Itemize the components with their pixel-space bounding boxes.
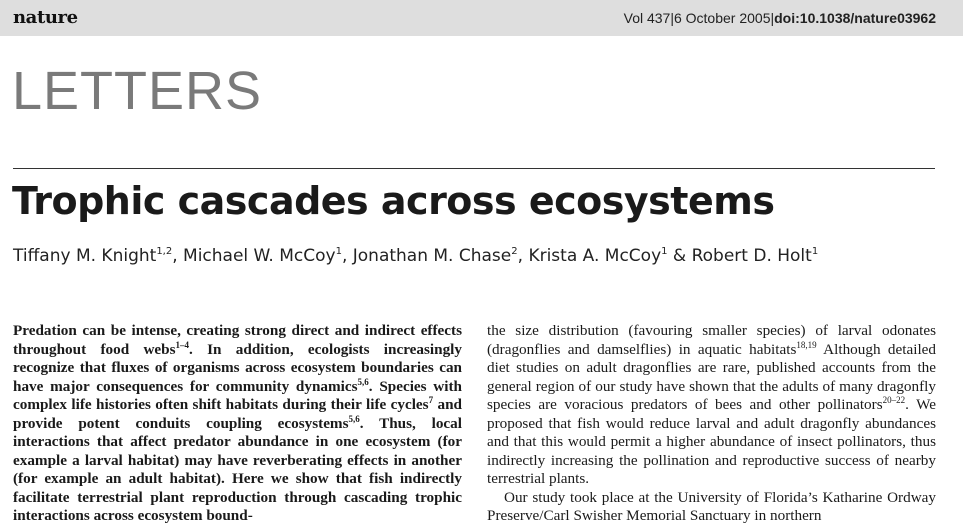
citation-ref[interactable]: 5,6: [348, 413, 360, 424]
author-name[interactable]: Jonathan M. Chase: [352, 246, 512, 266]
affiliation-marker: 1: [335, 246, 342, 257]
citation-ref[interactable]: 7: [428, 395, 434, 405]
text-run: Although detailed diet studies on adult dragonflies are rare, published accounts from the general region of our study have shown that the adults of many dragonfly species are voracious predators of bees and other pollinators: [487, 340, 937, 413]
abstract-column: [13, 322, 462, 526]
author-separator: &: [667, 246, 692, 266]
text-run: . We proposed that fish would reduce larval and adult dragonfly abundances and that this would permit a higher abundance of insect pollinators, thus indirectly increasing the pollination and reproductive success of nearby terrestrial plants.: [487, 396, 936, 487]
abstract-paragraph: [13, 322, 462, 526]
author-name[interactable]: Krista A. McCoy: [528, 246, 662, 266]
text-run: . Species with complex life histories often shift habitats during their life cycles: [13, 377, 462, 413]
citation-ref[interactable]: 1–4: [175, 339, 190, 350]
affiliation-marker: 1,2: [156, 246, 173, 257]
text-run: and provide potent conduits coupling ecosystems: [13, 396, 462, 432]
citation-ref[interactable]: 20–22: [882, 395, 906, 405]
journal-logo: nature: [13, 7, 78, 28]
title-divider: [13, 168, 935, 169]
doi-link[interactable]: doi:10.1038/nature03962: [774, 10, 936, 26]
author-name[interactable]: Robert D. Holt: [691, 246, 812, 266]
author-name[interactable]: Michael W. McCoy: [183, 246, 336, 266]
body-paragraph: [487, 322, 936, 489]
journal-header-bar: [0, 0, 963, 36]
issue-volume-date: Vol 437|6 October 2005|: [623, 10, 775, 26]
author-separator: ,: [517, 246, 529, 266]
affiliation-marker: 1: [661, 246, 668, 257]
author-list: [13, 246, 818, 266]
article-title: Trophic cascades across ecosystems: [12, 179, 775, 223]
text-run: the size distribution (favouring smaller species) of larval odonates (dragonflies and damselflies) in aquatic habitats: [487, 322, 936, 358]
body-paragraph: Our study took place at the University of Florida’s Katharine Ordway Preserve/Carl Swisher Memorial Sanctuary in northern: [487, 488, 936, 524]
citation-ref[interactable]: 5,6: [357, 376, 369, 387]
affiliation-marker: 1: [811, 246, 819, 257]
section-label: LETTERS: [12, 61, 263, 121]
text-run: . Thus, local interactions that affect predator abundance in one ecosystem (for example a larval habitat) may have reverberating effects in another (for example an adult habitat). Here we show that fish indirectly facilitate terrestrial plant reproduction through cascading trophic interactions across ecosystem bound-: [13, 414, 462, 524]
author-separator: ,: [172, 246, 184, 266]
body-column: [487, 322, 936, 526]
author-separator: ,: [341, 246, 353, 266]
issue-info: [624, 10, 936, 26]
affiliation-marker: 2: [511, 246, 518, 257]
text-run: Predation can be intense, creating strong direct and indirect effects throughout food webs: [13, 322, 462, 358]
citation-ref[interactable]: 18,19: [796, 339, 817, 350]
author-name[interactable]: Tiffany M. Knight: [13, 246, 157, 266]
text-run: . In addition, ecologists increasingly recognize that fluxes of organisms across ecosystem boundaries can have major consequences for community dynamics: [13, 340, 462, 395]
